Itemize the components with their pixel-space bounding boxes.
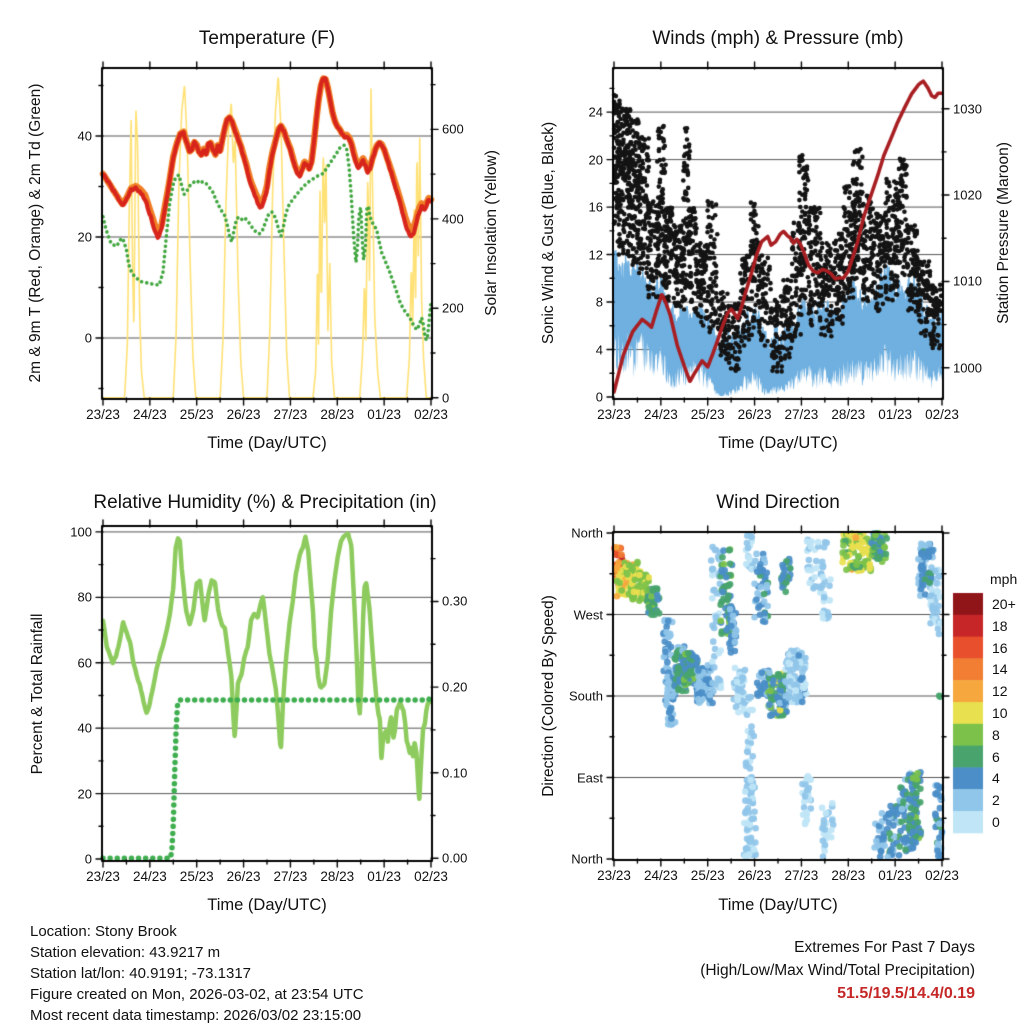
tick-label: 01/23 (878, 407, 913, 422)
panel-title-wind-direction: Wind Direction (716, 492, 840, 513)
tick-label: South (569, 688, 603, 704)
tick-label: 01/23 (878, 868, 913, 883)
station-elevation: Station elevation: 43.9217 m (30, 944, 221, 961)
tick-label: 23/23 (597, 407, 631, 422)
tick-label: 27/23 (273, 869, 308, 884)
tick-label: 0 (84, 851, 92, 867)
tick-label: East (576, 770, 603, 785)
tick-label: North (571, 851, 603, 867)
panel-title-temperature: Temperature (F) (198, 28, 336, 49)
tick-label: 26/23 (226, 869, 261, 884)
ylabel-direction-left: Direction (Colored By Speed) (540, 595, 557, 797)
tick-label: 60 (77, 655, 92, 671)
tick-label: 100 (70, 524, 92, 540)
tick-label: 80 (77, 589, 92, 605)
tick-label: 27/23 (784, 407, 819, 422)
tick-label: 4 (595, 342, 603, 358)
ylabel-humidity-left: Percent & Total Rainfall (29, 613, 46, 775)
colorbar-label: 14 (992, 661, 1008, 678)
ylabel-wind-left: Sonic Wind & Gust (Blue, Black) (540, 121, 557, 345)
colorbar-label: 10 (992, 704, 1008, 721)
tick-label: 24/23 (132, 407, 167, 422)
tick-label: 40 (77, 128, 92, 144)
tick-label: 0 (442, 390, 450, 406)
tick-label: 28/23 (320, 407, 355, 422)
tick-label: 20 (77, 229, 92, 245)
tick-label: 24 (588, 104, 603, 120)
tick-label: 02/23 (925, 407, 959, 422)
extremes-values: 51.5/19.5/14.4/0.19 (837, 985, 975, 1002)
tick-label: 23/23 (86, 869, 120, 884)
tick-label: 0 (84, 330, 92, 346)
tick-label: 26/23 (737, 868, 772, 883)
station-location: Location: Stony Brook (30, 923, 177, 940)
tick-label: 02/23 (925, 868, 959, 883)
figure-created: Figure created on Mon, 2026-03-02, at 23:54 UTC (30, 986, 364, 1003)
tick-label: 0.30 (442, 593, 468, 609)
tick-label: 1000 (953, 360, 982, 376)
tick-label: North (571, 525, 603, 541)
tick-label: 01/23 (367, 869, 402, 884)
tick-label: 24/23 (643, 407, 678, 422)
tick-label: 20 (588, 152, 603, 168)
colorbar-label: 2 (992, 792, 1000, 809)
tick-label: 24/23 (132, 869, 167, 884)
ylabel-temperature-left: 2m & 9m T (Red, Orange) & 2m Td (Green) (27, 83, 44, 383)
tick-label: 20 (77, 786, 92, 802)
tick-label: 200 (442, 300, 464, 316)
extremes-title: Extremes For Past 7 Days (794, 939, 975, 956)
tick-label: 1020 (953, 187, 982, 203)
tick-label: 600 (442, 121, 464, 137)
station-info-block (30, 921, 364, 1024)
colorbar-label: 18 (992, 617, 1008, 634)
colorbar-label: 6 (992, 748, 1000, 765)
data-timestamp: Most recent data timestamp: 2026/03/02 23:15:00 (30, 1007, 362, 1024)
tick-label: 23/23 (86, 407, 120, 422)
tick-label: 400 (442, 211, 464, 227)
tick-label: 24/23 (643, 868, 678, 883)
tick-label: 28/23 (831, 868, 866, 883)
tick-label: 0.20 (442, 679, 468, 695)
tick-label: 1010 (953, 273, 982, 289)
colorbar-label: 20+ (992, 595, 1016, 612)
tick-label: 26/23 (226, 407, 261, 422)
colorbar-label: 4 (992, 770, 1000, 787)
colorbar-title: mph (990, 571, 1018, 587)
tick-label: 25/23 (179, 407, 214, 422)
tick-label: 16 (588, 199, 603, 215)
xlabel-temperature: Time (Day/UTC) (207, 434, 327, 452)
tick-label: 25/23 (690, 407, 725, 422)
tick-label: 23/23 (597, 868, 631, 883)
tick-label: 02/23 (414, 407, 448, 422)
tick-label: 1030 (953, 101, 982, 117)
tick-label: 27/23 (784, 868, 819, 883)
tick-label: 40 (77, 720, 92, 736)
tick-label: 01/23 (367, 407, 402, 422)
extremes-block (700, 936, 975, 1006)
colorbar-label: 16 (992, 639, 1008, 656)
tick-label: West (573, 607, 603, 622)
ylabel-pressure-right: Station Pressure (Maroon) (995, 142, 1012, 324)
tick-label: 26/23 (737, 407, 772, 422)
tick-label: 0 (595, 389, 603, 405)
station-latlon: Station lat/lon: 40.9191; -73.1317 (30, 965, 252, 982)
panel-title-winds: Winds (mph) & Pressure (mb) (652, 28, 904, 49)
tick-label: 25/23 (179, 869, 214, 884)
tick-label: 28/23 (831, 407, 866, 422)
tick-label: 0.00 (442, 850, 468, 866)
colorbar-label: 0 (992, 813, 1000, 830)
tick-label: 27/23 (273, 407, 308, 422)
xlabel-winds: Time (Day/UTC) (718, 434, 838, 452)
tick-label: 25/23 (690, 868, 725, 883)
colorbar-label: 8 (992, 726, 1000, 743)
panel-title-humidity: Relative Humidity (%) & Precipitation (in) (93, 492, 437, 513)
colorbar-label: 12 (992, 683, 1008, 700)
tick-label: 0.10 (442, 765, 468, 781)
tick-label: 28/23 (320, 869, 355, 884)
tick-label: 12 (588, 247, 603, 263)
xlabel-direction: Time (Day/UTC) (718, 896, 838, 914)
tick-label: 02/23 (414, 869, 448, 884)
extremes-subtitle: (High/Low/Max Wind/Total Precipitation) (700, 962, 975, 979)
tick-label: 8 (595, 294, 603, 310)
ylabel-solar-right: Solar Insolation (Yellow) (483, 150, 500, 316)
xlabel-humidity: Time (Day/UTC) (207, 896, 327, 914)
